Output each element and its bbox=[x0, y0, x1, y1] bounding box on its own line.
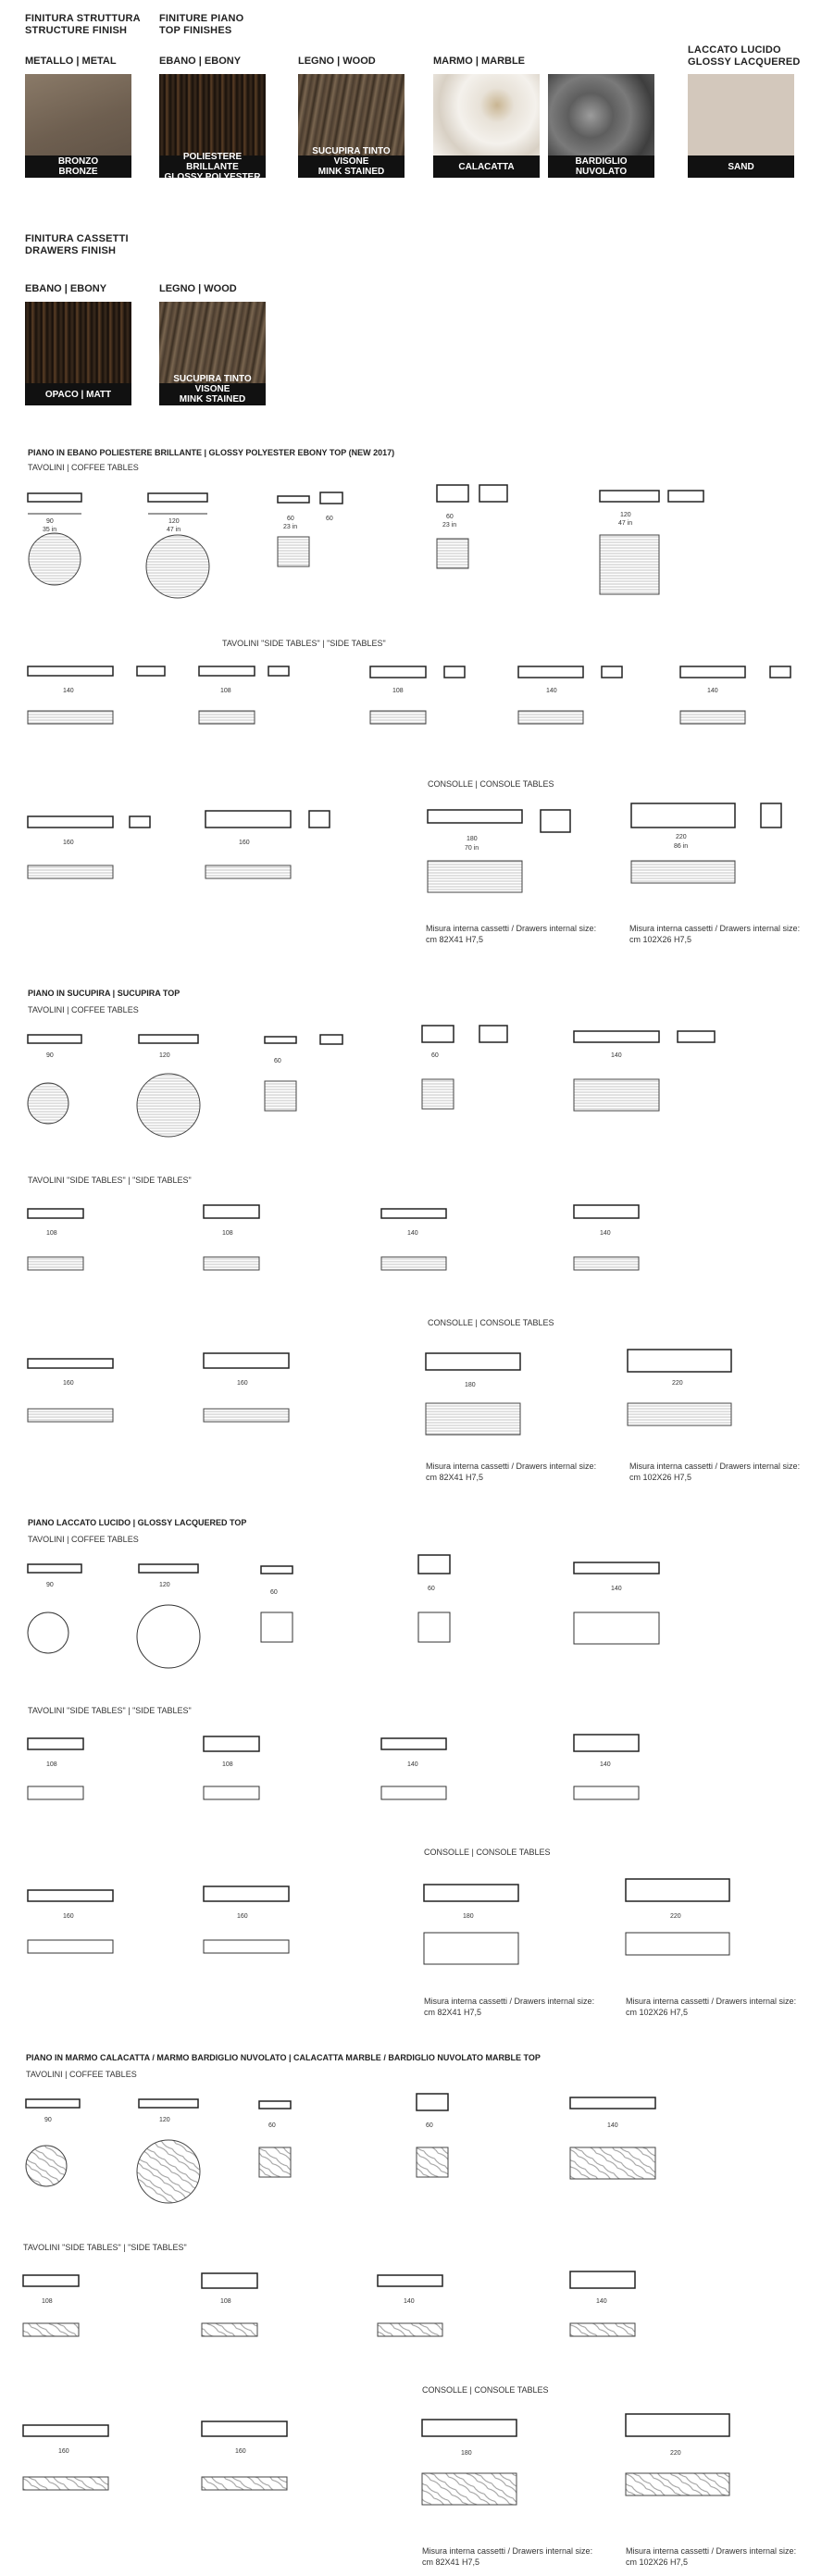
svg-text:35 in: 35 in bbox=[43, 527, 57, 533]
side-label-2: TAVOLINI "SIDE TABLES" | "SIDE TABLES" bbox=[28, 1176, 192, 1185]
svg-text:160: 160 bbox=[239, 840, 250, 846]
metal-label: METALLO | METAL bbox=[25, 56, 117, 67]
drawer-wood-label: LEGNO | WOOD bbox=[159, 283, 237, 294]
console-label-4: CONSOLLE | CONSOLE TABLES bbox=[422, 2385, 549, 2395]
drawer-note-1b: Misura interna cassetti / Drawers internal size: cm 102X26 H7,5 bbox=[629, 924, 801, 944]
svg-text:60: 60 bbox=[270, 1589, 278, 1596]
svg-text:160: 160 bbox=[63, 1913, 74, 1920]
coffee-table-120-ebony bbox=[146, 493, 209, 598]
svg-text:108: 108 bbox=[220, 688, 231, 694]
svg-text:220: 220 bbox=[670, 1913, 681, 1920]
svg-text:108: 108 bbox=[42, 2298, 53, 2305]
drawers-heading-it: FINITURA CASSETTI bbox=[25, 233, 129, 244]
coffee-label-2: TAVOLINI | COFFEE TABLES bbox=[28, 1005, 139, 1014]
console-label-2: CONSOLLE | CONSOLE TABLES bbox=[428, 1318, 554, 1327]
svg-text:140: 140 bbox=[63, 688, 74, 694]
svg-text:140: 140 bbox=[611, 1586, 622, 1592]
section-title-lacquered: PIANO LACCATO LUCIDO | GLOSSY LACQUERED TOP bbox=[28, 1518, 247, 1527]
svg-text:180: 180 bbox=[467, 836, 478, 842]
swatch-label: BRONZO BRONZE bbox=[25, 156, 131, 178]
section-title-ebony: PIANO IN EBANO POLIESTERE BRILLANTE | GLOSSY POLYESTER EBONY TOP (NEW 2017) bbox=[28, 448, 395, 457]
svg-text:108: 108 bbox=[220, 2298, 231, 2305]
svg-text:108: 108 bbox=[46, 1230, 57, 1237]
drawer-note-2b: Misura interna cassetti / Drawers internal size: cm 102X26 H7,5 bbox=[629, 1462, 801, 1482]
svg-text:108: 108 bbox=[392, 688, 404, 694]
swatch-label: CALACATTA bbox=[433, 156, 540, 178]
side-row-4 bbox=[23, 2271, 635, 2336]
svg-text:160: 160 bbox=[63, 1380, 74, 1387]
svg-text:70 in: 70 in bbox=[465, 845, 479, 852]
coffee-row-4 bbox=[26, 2094, 655, 2203]
svg-text:90: 90 bbox=[46, 518, 54, 525]
coffee-row-3 bbox=[28, 1555, 659, 1668]
swatch-label: SUCUPIRA TINTO VISONE MINK STAINED SUCUPIRA bbox=[298, 156, 405, 178]
coffee-label-4: TAVOLINI | COFFEE TABLES bbox=[26, 2070, 137, 2079]
top-heading-en: TOP FINISHES bbox=[159, 25, 232, 36]
side-row-2 bbox=[28, 1205, 639, 1270]
svg-text:60: 60 bbox=[446, 514, 454, 520]
svg-text:160: 160 bbox=[237, 1913, 248, 1920]
ebony-label: EBANO | EBONY bbox=[159, 56, 242, 67]
svg-text:220: 220 bbox=[670, 2450, 681, 2457]
svg-text:220: 220 bbox=[676, 834, 687, 840]
svg-text:86 in: 86 in bbox=[674, 843, 689, 850]
wood-label: LEGNO | WOOD bbox=[298, 56, 376, 67]
drawers-heading-en: DRAWERS FINISH bbox=[25, 245, 117, 256]
swatch-label: BARDIGLIO NUVOLATO bbox=[548, 156, 654, 178]
side-label-1: TAVOLINI "SIDE TABLES" | "SIDE TABLES" bbox=[222, 639, 386, 648]
svg-text:140: 140 bbox=[407, 1230, 418, 1237]
side-row-3 bbox=[28, 1735, 639, 1799]
svg-text:120: 120 bbox=[620, 512, 631, 518]
lacquer-label-en: GLOSSY LACQUERED bbox=[688, 56, 801, 68]
svg-text:140: 140 bbox=[611, 1052, 622, 1059]
svg-text:23 in: 23 in bbox=[283, 524, 298, 530]
structure-heading-it: FINITURA STRUTTURA bbox=[25, 13, 141, 24]
coffee-table-60-tall-ebony bbox=[437, 485, 507, 568]
side-label-4: TAVOLINI "SIDE TABLES" | "SIDE TABLES" bbox=[23, 2243, 187, 2252]
svg-text:108: 108 bbox=[222, 1761, 233, 1768]
svg-text:140: 140 bbox=[600, 1230, 611, 1237]
svg-text:60: 60 bbox=[431, 1052, 439, 1059]
drawer-note-4b: Misura interna cassetti / Drawers internal size: cm 102X26 H7,5 bbox=[626, 2546, 797, 2567]
drawer-note-3a: Misura interna cassetti / Drawers internal size: cm 82X41 H7,5 bbox=[424, 1997, 595, 2017]
coffee-table-90-ebony bbox=[28, 493, 81, 585]
side-table-row-1 bbox=[28, 666, 790, 724]
drawer-note-3b: Misura interna cassetti / Drawers internal size: cm 102X26 H7,5 bbox=[626, 1997, 797, 2017]
svg-text:140: 140 bbox=[546, 688, 557, 694]
side-label-3: TAVOLINI "SIDE TABLES" | "SIDE TABLES" bbox=[28, 1706, 192, 1715]
svg-text:90: 90 bbox=[46, 1582, 54, 1588]
coffee-label-3: TAVOLINI | COFFEE TABLES bbox=[28, 1535, 139, 1544]
svg-text:180: 180 bbox=[465, 1382, 476, 1388]
lacquer-label-it: LACCATO LUCIDO bbox=[688, 44, 781, 56]
svg-text:140: 140 bbox=[600, 1761, 611, 1768]
svg-text:160: 160 bbox=[235, 2448, 246, 2455]
svg-text:140: 140 bbox=[596, 2298, 607, 2305]
coffee-row-2 bbox=[28, 1026, 715, 1137]
svg-text:160: 160 bbox=[63, 840, 74, 846]
svg-text:140: 140 bbox=[407, 1761, 418, 1768]
console-row-1 bbox=[28, 803, 781, 892]
swatch-label: SAND bbox=[688, 156, 794, 178]
drawer-ebony-label: EBANO | EBONY bbox=[25, 283, 107, 294]
console-label-3: CONSOLLE | CONSOLE TABLES bbox=[424, 1848, 551, 1857]
svg-text:47 in: 47 in bbox=[618, 520, 633, 527]
swatch-label: SUCUPIRA TINTO VISONE MINK STAINED SUCUPIRA bbox=[159, 383, 266, 405]
svg-text:108: 108 bbox=[222, 1230, 233, 1237]
svg-text:90: 90 bbox=[44, 2117, 52, 2123]
svg-text:60: 60 bbox=[326, 516, 333, 522]
swatch-label: OPACO | MATT bbox=[25, 383, 131, 405]
console-row-3 bbox=[28, 1879, 729, 1964]
drawer-note-1a: Misura interna cassetti / Drawers internal size: cm 82X41 H7,5 bbox=[426, 924, 597, 944]
svg-text:108: 108 bbox=[46, 1761, 57, 1768]
svg-text:160: 160 bbox=[237, 1380, 248, 1387]
svg-text:120: 120 bbox=[159, 2117, 170, 2123]
svg-text:140: 140 bbox=[707, 688, 718, 694]
coffee-table-120-square-ebony bbox=[600, 491, 703, 594]
svg-text:60: 60 bbox=[287, 516, 294, 522]
section-title-marble: PIANO IN MARMO CALACATTA / MARMO BARDIGLIO NUVOLATO | CALACATTA MARBLE / BARDIGLIO NUVOLATO MARBLE TOP bbox=[26, 2053, 541, 2062]
svg-text:120: 120 bbox=[159, 1582, 170, 1588]
structure-heading-en: STRUCTURE FINISH bbox=[25, 25, 128, 36]
drawer-note-4a: Misura interna cassetti / Drawers internal size: cm 82X41 H7,5 bbox=[422, 2546, 593, 2567]
console-row-4 bbox=[23, 2414, 729, 2505]
coffee-label-1: TAVOLINI | COFFEE TABLES bbox=[28, 463, 139, 472]
svg-text:23 in: 23 in bbox=[442, 522, 457, 529]
coffee-table-60-ebony bbox=[278, 492, 342, 566]
svg-text:140: 140 bbox=[607, 2122, 618, 2129]
svg-text:120: 120 bbox=[159, 1052, 170, 1059]
svg-text:60: 60 bbox=[274, 1058, 281, 1064]
svg-text:60: 60 bbox=[268, 2122, 276, 2129]
svg-text:180: 180 bbox=[463, 1913, 474, 1920]
svg-text:220: 220 bbox=[672, 1380, 683, 1387]
drawer-note-2a: Misura interna cassetti / Drawers internal size: cm 82X41 H7,5 bbox=[426, 1462, 597, 1482]
svg-text:60: 60 bbox=[426, 2122, 433, 2129]
swatch-label: POLIESTERE BRILLANTE GLOSSY POLYESTER bbox=[159, 156, 266, 178]
svg-text:90: 90 bbox=[46, 1052, 54, 1059]
section-title-sucupira: PIANO IN SUCUPIRA | SUCUPIRA TOP bbox=[28, 989, 180, 998]
marble-label: MARMO | MARBLE bbox=[433, 56, 526, 67]
svg-text:120: 120 bbox=[168, 518, 180, 525]
svg-text:180: 180 bbox=[461, 2450, 472, 2457]
console-row-2 bbox=[28, 1350, 731, 1435]
svg-text:140: 140 bbox=[404, 2298, 415, 2305]
svg-text:160: 160 bbox=[58, 2448, 69, 2455]
svg-text:60: 60 bbox=[428, 1586, 435, 1592]
console-label-1: CONSOLLE | CONSOLE TABLES bbox=[428, 779, 554, 789]
svg-text:47 in: 47 in bbox=[167, 527, 181, 533]
top-heading-it: FINITURE PIANO bbox=[159, 13, 244, 24]
